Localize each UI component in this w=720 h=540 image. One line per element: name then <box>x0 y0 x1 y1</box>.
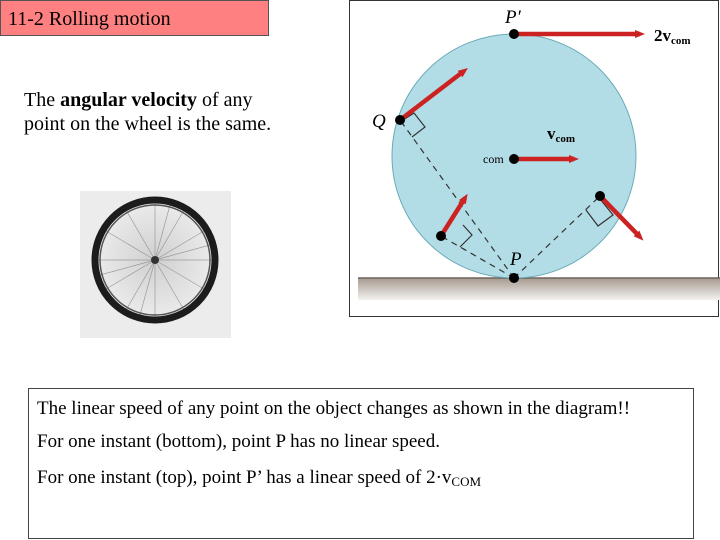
rolling-wheel-diagram <box>349 0 719 317</box>
explanation-box <box>28 388 694 539</box>
label-v-com: vcom <box>547 124 576 145</box>
explanation-line-3: For one instant (top), point P’ has a linear speed of $2\cdot v_{COM}$ <box>37 467 482 489</box>
label-com: com <box>483 152 504 166</box>
bicycle-wheel-photo <box>80 191 231 338</box>
slide-title: 11-2 Rolling motion <box>0 0 269 36</box>
label-p: P <box>510 249 522 270</box>
diagram-canvas <box>350 1 720 318</box>
ground <box>358 278 720 300</box>
label-2v-com: 2vcom <box>654 26 691 47</box>
intro-text <box>24 88 274 136</box>
label-q: Q <box>372 111 386 132</box>
explanation-line-2: For one instant (bottom), point P has no linear speed. <box>37 431 440 452</box>
explanation-line-1: The linear speed of any point on the object changes as shown in the diagram!! <box>37 398 631 419</box>
intro-post: of any point on the wheel is the same. <box>24 89 272 135</box>
intro-pre: The <box>24 89 61 111</box>
label-p-prime: P′ <box>505 7 521 28</box>
bicycle-wheel-icon <box>80 191 231 338</box>
intro-bold: angular velocity <box>60 89 197 111</box>
